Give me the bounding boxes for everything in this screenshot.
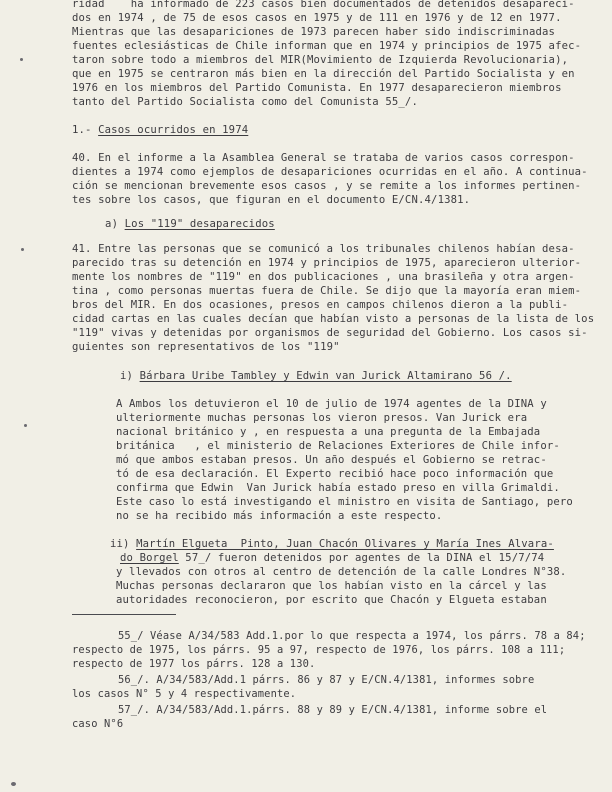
section-number: 1.-: [72, 124, 99, 136]
case-i-line: tó de esa declaración. El Experto recibió hace poco información que: [116, 468, 554, 480]
case-ii-line: autoridades reconocieron, por escrito que Chacón y Elgueta estaban: [116, 594, 547, 606]
footnote-line: 56_/. A/34/583/Add.1 párrs. 86 y 87 y E/CN.4/1381, informes sobre: [118, 674, 535, 686]
case-ii-line: Muchas personas declararon que los habían visto en la cárcel y las: [116, 580, 547, 592]
intro-line: taron sobre todo a miembros del MIR(Movimiento de Izquierda Revolucionaria),: [72, 54, 569, 66]
case-ii-heading: [110, 537, 554, 551]
case-i-line: Este caso lo está investigando el ministro en visita de Santiago, pero: [116, 496, 573, 508]
para40-line: dientes a 1974 como ejemplos de desapariciones ocurridas en el año. A continua-: [72, 166, 588, 178]
para41-line: parecido tras su detención en 1974 y principios de 1975, aparecieron ulterior-: [72, 257, 582, 269]
footnote-line: caso N°6: [72, 718, 124, 730]
para41-line: tina , como personas muertas fuera de Chile. Se dijo que la mayoría eran miem-: [72, 285, 582, 297]
footnote-divider: [72, 614, 176, 615]
intro-line: ridad ha informado de 223 casos bien documentados de detenidos desapareci-: [72, 0, 575, 10]
para41-line: cidad cartas en las cuales decían que habían visto a personas de la lista de los: [72, 313, 595, 325]
intro-line: 1976 en los miembros del Partido Comunista. En 1977 desaparecieron miembros: [72, 82, 562, 94]
case-i-line: nacional británico y , en respuesta a una pregunta de la Embajada: [116, 426, 541, 438]
para41-line: guientes son representativos de los "119": [72, 341, 340, 353]
case-i-line: británica , el ministerio de Relaciones Exteriores de Chile infor-: [116, 440, 560, 452]
para41-line: 41. Entre las personas que se comunicó a los tribunales chilenos habían desa-: [72, 243, 575, 255]
footnote-line: respecto de 1977 los párrs. 128 a 130.: [72, 658, 316, 670]
scan-speck: [24, 424, 27, 427]
section-title: Casos ocurridos en 1974: [98, 124, 249, 136]
para40-line: tes sobre los casos, que figuran en el documento E/CN.4/1381.: [72, 194, 471, 206]
case-ii-ref-text: 57_/ fueron detenidos por agentes de la DINA el 15/7/74: [178, 552, 545, 564]
section-heading: [72, 123, 248, 137]
case-ii-prefix: ii): [110, 538, 137, 550]
para41-line: "119" vivas y detenidas por organismos de seguridad del Gobierno. Los casos si-: [72, 327, 588, 339]
scan-speck: [11, 782, 16, 786]
scan-speck: [20, 58, 23, 61]
footnote-line: los casos N° 5 y 4 respectivamente.: [72, 688, 297, 700]
intro-line: que en 1975 se centraron más bien en la dirección del Partido Socialista y en: [72, 68, 575, 80]
case-i-line: confirma que Edwin Van Jurick había estado preso en villa Grimaldi.: [116, 482, 560, 494]
para40-line: ción se mencionan brevemente esos casos , y se remite a los informes pertinen-: [72, 180, 582, 192]
case-i-line: ulteriormente muchas personas los vieron presos. Van Jurick era: [116, 412, 528, 424]
footnote-line: 57_/. A/34/583/Add.1.párrs. 88 y 89 y E/CN.4/1381, informe sobre el: [118, 704, 548, 716]
case-i-line: no se ha recibido más información a este respecto.: [116, 510, 443, 522]
footnote-line: respecto de 1975, los párrs. 95 a 97, respecto de 1976, los párrs. 108 a 111;: [72, 644, 566, 656]
case-ii-title-2: do Borgel: [120, 552, 179, 564]
case-ii-line: y llevados con otros al centro de detención de la calle Londres N°38.: [116, 566, 567, 578]
case-i-line: mó que ambos estaban presos. Un año después el Gobierno se retrac-: [116, 454, 547, 466]
intro-line: tanto del Partido Socialista como del Comunista 55_/.: [72, 96, 418, 108]
footnote-line: 55_/ Véase A/34/583 Add.1.por lo que respecta a 1974, los párrs. 78 a 84;: [118, 630, 586, 642]
intro-line: fuentes eclesiásticas de Chile informan que en 1974 y principios de 1975 afec-: [72, 40, 582, 52]
case-i-heading: [120, 369, 512, 383]
para40-line: 40. En el informe a la Asamblea General se trataba de varios casos correspon-: [72, 152, 575, 164]
case-ii-title: Martín Elgueta Pinto, Juan Chacón Olivares y María Ines Alvara-: [136, 538, 554, 550]
para41-line: bros del MIR. En dos ocasiones, presos en campos chilenos dieron a la publi-: [72, 299, 569, 311]
subsection-prefix: a): [92, 218, 125, 230]
subsection-heading: [92, 217, 275, 231]
case-i-footnote-ref: 56_/.: [472, 370, 512, 382]
intro-line: dos en 1974 , de 75 de esos casos en 1975 y de 111 en 1976 y de 12 en 1977.: [72, 12, 562, 24]
intro-line: Mientras que las desapariciones de 1973 parecen haber sido indiscriminadas: [72, 26, 556, 38]
case-i-title: Bárbara Uribe Tambley y Edwin van Jurick Altamirano: [139, 370, 473, 382]
scan-speck: [21, 248, 24, 251]
case-ii-heading-cont: [120, 551, 544, 565]
case-i-line: A Ambos los detuvieron el 10 de julio de 1974 agentes de la DINA y: [116, 398, 547, 410]
para41-line: mente los nombres de "119" en dos publicaciones , una brasileña y otra argen-: [72, 271, 575, 283]
subsection-title: Los "119" desaparecidos: [124, 218, 275, 230]
case-i-prefix: i): [120, 370, 140, 382]
